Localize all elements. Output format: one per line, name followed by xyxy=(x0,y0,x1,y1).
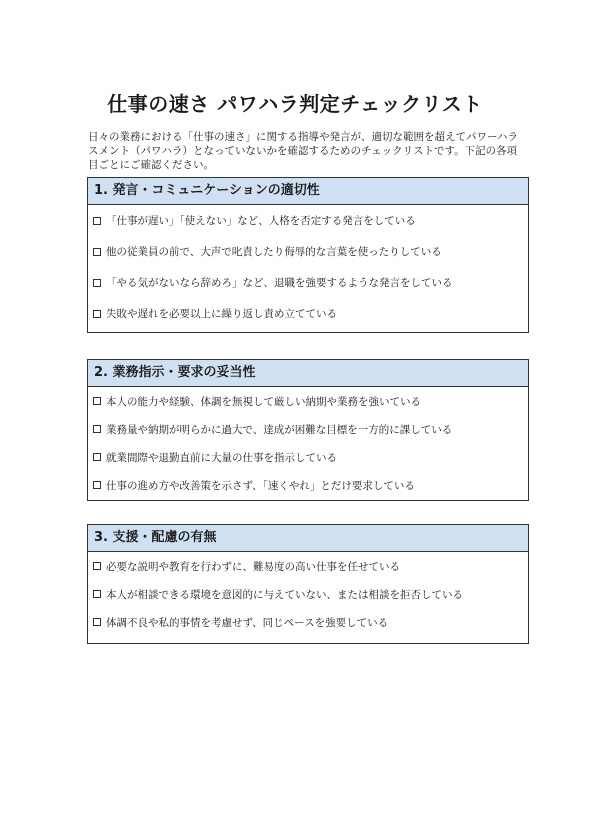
checklist-item[interactable] xyxy=(88,415,528,443)
checklist-item-label: 「仕事が遅い」「使えない」など、人格を否定する発言をしている xyxy=(106,215,416,227)
section-support xyxy=(87,524,529,644)
checkbox[interactable] xyxy=(93,310,101,318)
checklist-item-label: 就業間際や退勤直前に大量の仕事を指示している xyxy=(106,451,337,464)
checkbox[interactable] xyxy=(93,590,101,598)
checklist-item[interactable] xyxy=(88,236,528,267)
checklist-item-label: 本人の能力や経験、体調を無視して厳しい納期や業務を強いている xyxy=(106,395,421,408)
checklist-item[interactable] xyxy=(88,608,528,636)
checklist-item[interactable] xyxy=(88,443,528,471)
checklist-item-label: 本人が相談できる環境を意図的に与えていない、または相談を拒否している xyxy=(106,588,463,601)
intro-text: 日々の業務における「仕事の速さ」に関する指導や発言が、適切な範囲を超えてパワーハラスメント（パワハラ）となっていないかを確認するためのチェックリストです。下記の各項目ごとにご確認ください。 xyxy=(88,131,518,171)
checklist-item[interactable] xyxy=(88,471,528,499)
checklist-item-label: 仕事の進め方や改善策を示さず、「速くやれ」とだけ要求している xyxy=(106,479,415,492)
checklist-item-label: 体調不良や私的事情を考慮せず、同じペースを強要している xyxy=(106,616,389,629)
checkbox[interactable] xyxy=(93,397,101,405)
checkbox[interactable] xyxy=(93,453,101,461)
page-title: 仕事の速さ パワハラ判定チェックリスト xyxy=(107,92,483,116)
section-communication xyxy=(87,177,529,333)
checklist-item[interactable] xyxy=(88,387,528,415)
checkbox[interactable] xyxy=(93,425,101,433)
checklist-item[interactable] xyxy=(88,552,528,580)
checkbox[interactable] xyxy=(93,279,101,287)
checkbox[interactable] xyxy=(93,562,101,570)
section-heading: 1. 発言・コミュニケーションの適切性 xyxy=(88,178,528,205)
checklist-item-label: 失敗や遅れを必要以上に繰り返し責め立てている xyxy=(106,308,337,320)
checklist-item-label: 他の従業員の前で、大声で叱責したり侮辱的な言葉を使ったりしている xyxy=(106,246,442,258)
checklist-item-label: 必要な説明や教育を行わずに、難易度の高い仕事を任せている xyxy=(106,560,400,573)
section-heading: 3. 支援・配慮の有無 xyxy=(88,525,528,552)
checkbox[interactable] xyxy=(93,248,101,256)
checkbox[interactable] xyxy=(93,618,101,626)
checklist-item-label: 「やる気がないなら辞めろ」など、退職を強要するような発言をしている xyxy=(106,277,453,289)
checkbox[interactable] xyxy=(93,217,101,225)
checklist-item[interactable] xyxy=(88,267,528,298)
checklist-item[interactable] xyxy=(88,205,528,236)
section-heading: 2. 業務指示・要求の妥当性 xyxy=(88,360,528,387)
section-work-instructions xyxy=(87,359,529,501)
checkbox[interactable] xyxy=(93,481,101,489)
checklist-item-label: 業務量や納期が明らかに過大で、達成が困難な目標を一方的に課している xyxy=(106,423,453,436)
checklist-item[interactable] xyxy=(88,580,528,608)
checklist-item[interactable] xyxy=(88,298,528,329)
